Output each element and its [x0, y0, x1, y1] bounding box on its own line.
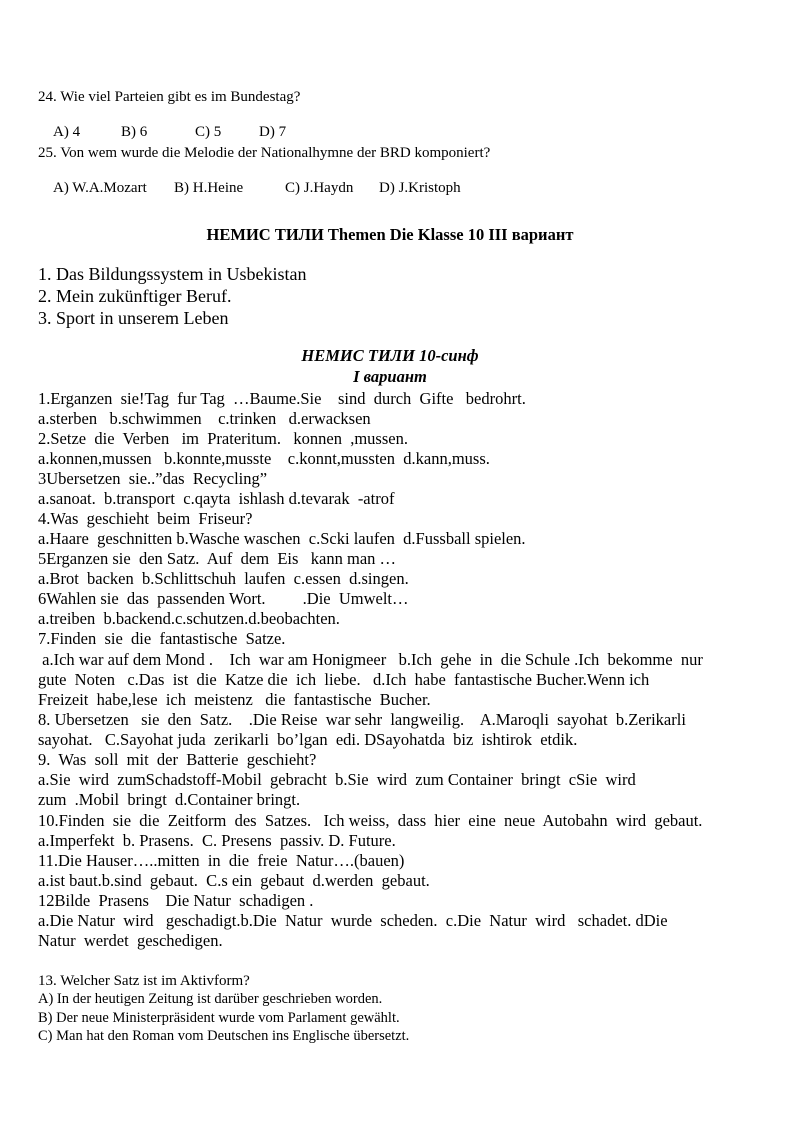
test-line: 2.Setze die Verben im Prateritum. konnen ,mussen.: [38, 429, 408, 448]
test-variant-heading: I вариант: [353, 367, 427, 386]
question-13: 13. Welcher Satz ist im Aktivform?: [38, 973, 250, 989]
test-line: 11.Die Hauser…..mitten in die freie Natur….(bauen): [38, 851, 405, 870]
question-24: 24. Wie viel Parteien gibt es im Bundestag?: [38, 89, 301, 105]
themen-item: 2. Mein zukünftiger Beruf.: [38, 286, 232, 306]
question-13-option: B) Der neue Ministerpräsident wurde vom Parlament gewählt.: [38, 1010, 400, 1026]
question-13-option: A) In der heutigen Zeitung ist darüber geschrieben worden.: [38, 991, 383, 1007]
test-heading: НЕМИС ТИЛИ 10-синф: [301, 346, 479, 365]
test-line: a.ist baut.b.sind gebaut. C.s ein gebaut d.werden gebaut.: [38, 871, 430, 890]
themen-heading: НЕМИС ТИЛИ Themen Die Klasse 10 III вариант: [206, 225, 574, 244]
question-13-option: C) Man hat den Roman vom Deutschen ins Englische übersetzt.: [38, 1028, 410, 1044]
option: D) 7: [259, 124, 287, 140]
test-line: 9. Was soll mit der Batterie geschieht?: [38, 750, 317, 769]
option: B) H.Heine: [174, 180, 244, 196]
test-line: sayohat. C.Sayohat juda zerikarli bo’lgan edi. DSayohatda biz ishtirok etdik.: [38, 730, 578, 749]
test-line: Natur werdet geschedigen.: [38, 931, 223, 950]
test-line: 4.Was geschieht beim Friseur?: [38, 509, 253, 528]
test-line: 6Wahlen sie das passenden Wort. .Die Umwelt…: [38, 589, 409, 608]
option: A) W.A.Mozart: [53, 180, 147, 196]
test-line: 3Ubersetzen sie..”das Recycling”: [38, 469, 268, 488]
test-line: 10.Finden sie die Zeitform des Satzes. Ich weiss, dass hier eine neue Autobahn wird gebaut.: [38, 811, 703, 830]
option: B) 6: [121, 124, 148, 140]
test-line: a.Sie wird zumSchadstoff-Mobil gebracht b.Sie wird zum Container bringt cSie wird: [38, 770, 636, 789]
test-line: a.treiben b.backend.c.schutzen.d.beobachten.: [38, 609, 340, 628]
test-line: 7.Finden sie die fantastische Satze.: [38, 629, 286, 648]
test-line: a.Brot backen b.Schlittschuh laufen c.essen d.singen.: [38, 569, 409, 588]
test-line: a.sanoat. b.transport c.qayta ishlash d.tevarak -atrof: [38, 489, 395, 508]
test-line: a.sterben b.schwimmen c.trinken d.erwacksen: [38, 409, 371, 428]
test-line: 1.Erganzen sie!Tag fur Tag …Baume.Sie sind durch Gifte bedrohrt.: [38, 389, 526, 408]
test-line: zum .Mobil bringt d.Container bringt.: [38, 790, 301, 809]
test-line: 12Bilde Prasens Die Natur schadigen .: [38, 891, 314, 910]
test-line: a.Die Natur wird geschadigt.b.Die Natur wurde scheden. c.Die Natur wird schadet. dDie: [38, 911, 668, 930]
themen-item: 1. Das Bildungssystem in Usbekistan: [38, 264, 307, 284]
question-25-options: [38, 163, 461, 214]
test-line: a.konnen,mussen b.konnte,musste c.konnt,mussten d.kann,muss.: [38, 449, 490, 468]
option: A) 4: [53, 124, 81, 140]
test-line: gute Noten c.Das ist die Katze die ich liebe. d.Ich habe fantastische Bucher.Wenn ich: [38, 670, 650, 689]
test-line: a.Haare geschnitten b.Wasche waschen c.Scki laufen d.Fussball spielen.: [38, 529, 526, 548]
test-line: a.Ich war auf dem Mond . Ich war am Honigmeer b.Ich gehe in die Schule .Ich bekomme nur: [38, 650, 703, 669]
test-line: 8. Ubersetzen sie den Satz. .Die Reise war sehr langweilig. A.Maroqli sayohat b.Zerikarli: [38, 710, 686, 729]
test-line: 5Erganzen sie den Satz. Auf dem Eis kann man …: [38, 549, 397, 568]
option: C) J.Haydn: [285, 180, 354, 196]
themen-item: 3. Sport in unserem Leben: [38, 308, 229, 328]
question-25: 25. Von wem wurde die Melodie der Nationalhymne der BRD komponiert?: [38, 145, 491, 161]
option: C) 5: [195, 124, 222, 140]
option: D) J.Kristoph: [379, 180, 461, 196]
test-line: Freizeit habe,lese ich meistenz die fantastische Bucher.: [38, 690, 431, 709]
test-line: a.Imperfekt b. Prasens. C. Presens passiv. D. Future.: [38, 831, 396, 850]
